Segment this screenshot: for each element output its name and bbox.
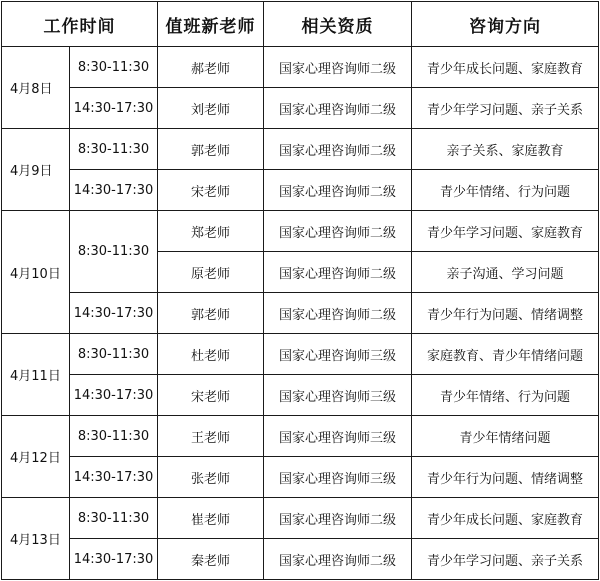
schedule-body <box>2 47 599 580</box>
date-cell: 4月12日 <box>2 416 70 498</box>
qualification-cell: 国家心理咨询师二级 <box>264 47 412 88</box>
teacher-cell: 郭老师 <box>158 293 264 334</box>
direction-cell: 青少年情绪、行为问题 <box>412 375 599 416</box>
table-row <box>2 170 599 211</box>
teacher-cell: 宋老师 <box>158 170 264 211</box>
direction-cell: 青少年行为问题、情绪调整 <box>412 293 599 334</box>
header-qualification: 相关资质 <box>264 2 412 47</box>
qualification-cell: 国家心理咨询师三级 <box>264 334 412 375</box>
direction-cell: 青少年成长问题、家庭教育 <box>412 498 599 539</box>
table-row <box>2 539 599 580</box>
qualification-cell: 国家心理咨询师二级 <box>264 88 412 129</box>
time-cell: 8:30-11:30 <box>70 211 158 293</box>
direction-cell: 青少年学习问题、亲子关系 <box>412 88 599 129</box>
header-work-time: 工作时间 <box>2 2 158 47</box>
teacher-cell: 王老师 <box>158 416 264 457</box>
time-cell: 8:30-11:30 <box>70 416 158 457</box>
qualification-cell: 国家心理咨询师二级 <box>264 539 412 580</box>
teacher-cell: 郑老师 <box>158 211 264 252</box>
direction-cell: 亲子沟通、学习问题 <box>412 252 599 293</box>
teacher-cell: 原老师 <box>158 252 264 293</box>
date-cell: 4月13日 <box>2 498 70 580</box>
qualification-cell: 国家心理咨询师二级 <box>264 170 412 211</box>
direction-cell: 家庭教育、青少年情绪问题 <box>412 334 599 375</box>
time-cell: 8:30-11:30 <box>70 334 158 375</box>
date-cell: 4月11日 <box>2 334 70 416</box>
header-row <box>2 2 599 47</box>
qualification-cell: 国家心理咨询师二级 <box>264 293 412 334</box>
date-cell: 4月8日 <box>2 47 70 129</box>
teacher-cell: 郝老师 <box>158 47 264 88</box>
table-row <box>2 211 599 252</box>
date-cell: 4月10日 <box>2 211 70 334</box>
table-row <box>2 375 599 416</box>
table-row <box>2 129 599 170</box>
time-cell: 8:30-11:30 <box>70 498 158 539</box>
header-teacher: 值班新老师 <box>158 2 264 47</box>
qualification-cell: 国家心理咨询师二级 <box>264 211 412 252</box>
table-row <box>2 293 599 334</box>
table-row <box>2 498 599 539</box>
qualification-cell: 国家心理咨询师二级 <box>264 129 412 170</box>
direction-cell: 青少年成长问题、家庭教育 <box>412 47 599 88</box>
teacher-cell: 杜老师 <box>158 334 264 375</box>
teacher-cell: 秦老师 <box>158 539 264 580</box>
time-cell: 14:30-17:30 <box>70 457 158 498</box>
direction-cell: 亲子关系、家庭教育 <box>412 129 599 170</box>
direction-cell: 青少年情绪问题 <box>412 416 599 457</box>
teacher-cell: 郭老师 <box>158 129 264 170</box>
qualification-cell: 国家心理咨询师二级 <box>264 498 412 539</box>
header-direction: 咨询方向 <box>412 2 599 47</box>
time-cell: 14:30-17:30 <box>70 293 158 334</box>
teacher-cell: 崔老师 <box>158 498 264 539</box>
direction-cell: 青少年学习问题、家庭教育 <box>412 211 599 252</box>
time-cell: 14:30-17:30 <box>70 170 158 211</box>
time-cell: 14:30-17:30 <box>70 539 158 580</box>
teacher-cell: 宋老师 <box>158 375 264 416</box>
table-row <box>2 416 599 457</box>
time-cell: 8:30-11:30 <box>70 47 158 88</box>
teacher-cell: 刘老师 <box>158 88 264 129</box>
table-row <box>2 88 599 129</box>
qualification-cell: 国家心理咨询师二级 <box>264 252 412 293</box>
table-row <box>2 47 599 88</box>
table-row <box>2 457 599 498</box>
table-row <box>2 334 599 375</box>
qualification-cell: 国家心理咨询师三级 <box>264 457 412 498</box>
time-cell: 14:30-17:30 <box>70 375 158 416</box>
date-cell: 4月9日 <box>2 129 70 211</box>
teacher-cell: 张老师 <box>158 457 264 498</box>
time-cell: 14:30-17:30 <box>70 88 158 129</box>
direction-cell: 青少年情绪、行为问题 <box>412 170 599 211</box>
direction-cell: 青少年学习问题、亲子关系 <box>412 539 599 580</box>
schedule-table <box>1 1 599 580</box>
direction-cell: 青少年行为问题、情绪调整 <box>412 457 599 498</box>
qualification-cell: 国家心理咨询师三级 <box>264 416 412 457</box>
time-cell: 8:30-11:30 <box>70 129 158 170</box>
qualification-cell: 国家心理咨询师三级 <box>264 375 412 416</box>
